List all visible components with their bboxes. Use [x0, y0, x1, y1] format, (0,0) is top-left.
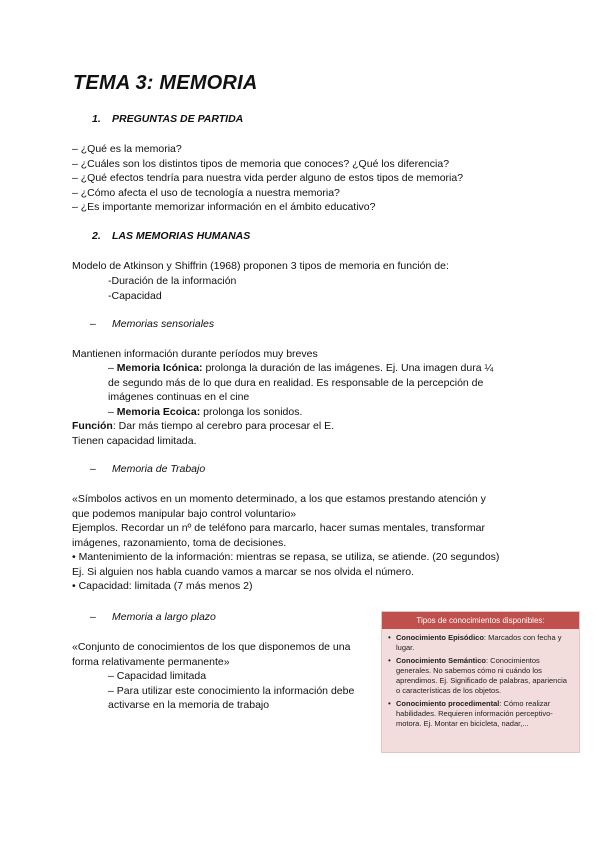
- question-4: – ¿Cómo afecta el uso de tecnología a nuestra memoria?: [72, 187, 340, 199]
- ecoica-text: prolonga los sonidos.: [203, 406, 303, 418]
- iconica-line-2: de segundo más de lo que dura en realidad. Es responsable de la percepción de: [108, 377, 484, 389]
- subheading-trabajo-text: Memoria de Trabajo: [112, 463, 206, 475]
- subheading-trabajo: [90, 463, 205, 475]
- trabajo-line-5: • Mantenimiento de la información: mientras se repasa, se utiliza, se atiende. (20 segundos): [72, 551, 500, 563]
- section-1-heading: [92, 113, 243, 125]
- conocimiento-procedimental-text: : Cómo realizar habilidades. Requieren información perceptivo-motora. Ej. Montar en bicicleta, nadar,...: [396, 699, 553, 728]
- trabajo-line-2: que podemos manipular bajo control voluntario»: [72, 508, 297, 520]
- conocimientos-box: [381, 611, 580, 753]
- subheading-largo-plazo-text: Memoria a largo plazo: [112, 611, 216, 623]
- subheading-dash: –: [90, 318, 96, 330]
- capacidad-limitada: Tienen capacidad limitada.: [72, 435, 197, 447]
- conocimiento-semantico: [396, 656, 573, 696]
- section-1-title: PREGUNTAS DE PARTIDA: [112, 113, 244, 125]
- funcion-label: Función: [72, 420, 113, 432]
- ecoica-line: [108, 405, 302, 419]
- model-intro: Modelo de Atkinson y Shiffrin (1968) proponen 3 tipos de memoria en función de:: [72, 260, 449, 272]
- conocimiento-episodico-text: : Marcados con fecha y lugar.: [396, 633, 562, 652]
- conocimiento-episodico-label: Conocimiento Episódico: [396, 633, 484, 642]
- iconica-text-1: prolonga la duración de las imágenes. Ej. Una imagen dura ¼: [205, 362, 494, 374]
- trabajo-line-6: Ej. Si alguien nos habla cuando vamos a marcar se nos olvida el número.: [72, 566, 415, 578]
- conocimiento-semantico-label: Conocimiento Semántico: [396, 656, 487, 665]
- iconica-line-1: [108, 361, 493, 375]
- ecoica-dash: –: [108, 406, 114, 418]
- question-1: – ¿Qué es la memoria?: [72, 143, 182, 155]
- conocimiento-procedimental-label: Conocimiento procedimental: [396, 699, 500, 708]
- conocimiento-procedimental: [396, 699, 573, 729]
- subheading-largo-plazo: [90, 611, 216, 623]
- subheading-dash: –: [90, 611, 96, 623]
- largo-bullet-2a: – Para utilizar este conocimiento la información debe: [108, 685, 355, 697]
- model-item-duracion: -Duración de la información: [108, 275, 237, 287]
- conocimiento-semantico-text: : Conocimientos generales. No sabemos cómo ni cuándo los aprendimos. Ej. Significado de palabras, apariencia o características de los objetos.: [396, 656, 567, 695]
- subheading-sensoriales-text: Memorias sensoriales: [112, 318, 215, 330]
- funcion-line: [72, 419, 334, 433]
- section-2-heading: [92, 230, 250, 242]
- section-2-number: 2.: [92, 230, 101, 242]
- largo-line-2: forma relativamente permanente»: [72, 656, 230, 668]
- ecoica-label: Memoria Ecoica:: [116, 406, 201, 418]
- sensorial-intro: Mantienen información durante períodos muy breves: [72, 348, 318, 360]
- conocimientos-list: [382, 629, 579, 729]
- funcion-text: : Dar más tiempo al cerebro para procesar el E.: [112, 420, 335, 432]
- iconica-label: Memoria Icónica:: [116, 362, 203, 374]
- largo-bullet-1: – Capacidad limitada: [108, 670, 207, 682]
- question-2: – ¿Cuáles son los distintos tipos de memoria que conoces? ¿Qué los diferencia?: [72, 158, 450, 170]
- largo-line-1: «Conjunto de conocimientos de los que disponemos de una: [72, 641, 351, 653]
- iconica-line-3: imágenes continuas en el cine: [108, 391, 250, 403]
- conocimientos-box-title: Tipos de conocimientos disponibles:: [382, 612, 579, 629]
- trabajo-line-4: imágenes, razonamiento, toma de decisiones.: [72, 537, 287, 549]
- question-5: – ¿Es importante memorizar información en el ámbito educativo?: [72, 201, 376, 213]
- model-item-capacidad: -Capacidad: [108, 290, 162, 302]
- page-title: TEMA 3: MEMORIA: [73, 72, 258, 94]
- question-3: – ¿Qué efectos tendría para nuestra vida perder alguno de estos tipos de memoria?: [72, 172, 464, 184]
- iconica-dash: –: [108, 362, 114, 374]
- trabajo-line-1: «Símbolos activos en un momento determinado, a los que estamos prestando atención y: [72, 493, 486, 505]
- section-2-title: LAS MEMORIAS HUMANAS: [112, 230, 251, 242]
- subheading-sensoriales: [90, 318, 214, 330]
- trabajo-line-3: Ejemplos. Recordar un nº de teléfono para marcarlo, hacer sumas mentales, transformar: [72, 522, 485, 534]
- largo-bullet-2b: activarse en la memoria de trabajo: [108, 699, 270, 711]
- trabajo-line-7: • Capacidad: limitada (7 más menos 2): [72, 580, 253, 592]
- conocimiento-episodico: [396, 633, 573, 653]
- section-1-number: 1.: [92, 113, 101, 125]
- subheading-dash: –: [90, 463, 96, 475]
